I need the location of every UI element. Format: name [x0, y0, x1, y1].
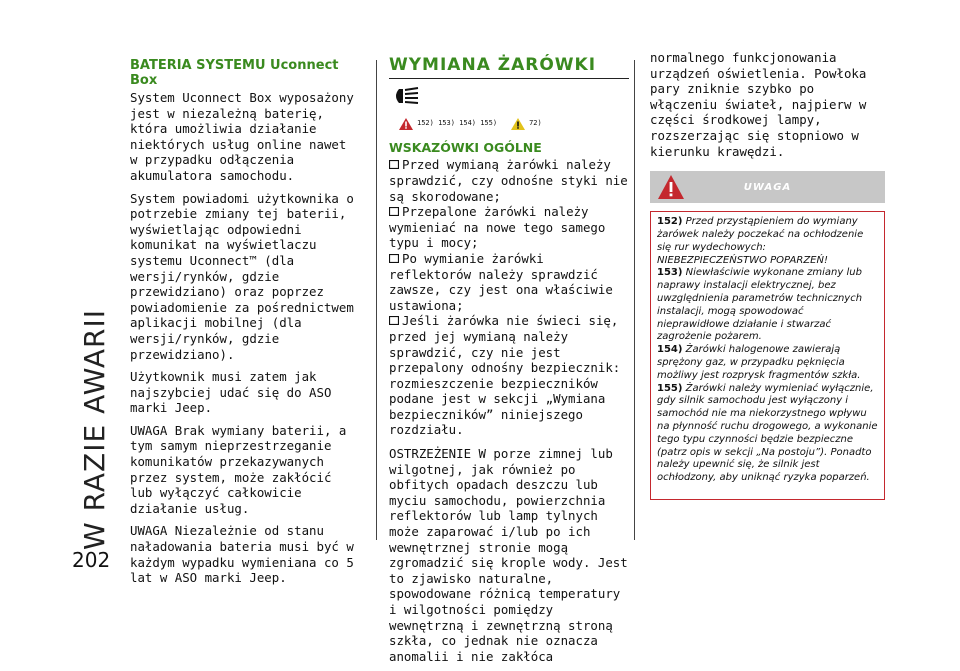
- checkbox-bullet-icon: [389, 157, 402, 173]
- warning-item: 154) Żarówki halogenowe zawierają sprężony gaz, w przypadku pęknięcia możliwy jest rozprysk fragmentów szkła.: [657, 344, 861, 381]
- chapter-title: [78, 40, 112, 550]
- reference-row: [399, 116, 629, 132]
- checkbox-bullet-icon: [389, 251, 402, 267]
- list-item: Po wymianie żarówki reflektorów należy sprawdzić zawsze, czy jest ona właściwie ustawiona;: [389, 250, 613, 313]
- checkbox-bullet-icon: [389, 204, 402, 220]
- lamp-icon: [391, 85, 629, 111]
- subsection-heading: WSKAZÓWKI OGÓLNE: [389, 139, 542, 155]
- paragraph: System powiadomi użytkownika o potrzebie zmiany tej baterii, wyświetlając odpowiedni komunikat na wyświetlaczu systemu Uconnect™ (dla wersji/rynków, gdzie przewidziano) oraz poprzez powiadomienie za pośrednictwem aplikacji mobilnej (dla wersji/rynków, gdzie przewidziano).: [130, 190, 354, 362]
- warning-item: 152) Przed przystąpieniem do wymiany żarówek należy poczekać na ochłodzenie się rur wydechowych: NIEBEZPIECZEŃSTWO POPARZEŃ!: [657, 216, 864, 266]
- list-item: Przed wymianą żarówki należy sprawdzić, czy odnośne styki nie są skorodowane;: [389, 157, 628, 204]
- warning-triangle-icon: [399, 118, 413, 130]
- paragraph: UWAGA Niezależnie od stanu naładowania bateria musi być w każdym wypadku wymieniana co 5 lat w ASO marki Jeep.: [130, 523, 354, 586]
- bulb-replacement-section: [389, 55, 629, 671]
- paragraph: normalnego funkcjonowania urządzeń oświetlenia. Powłoka pary zniknie szybko po włączeniu świateł, najpierw w części środkowej lampy, rozszerzając się stopniowo w kierunku krawędzi.: [650, 50, 867, 159]
- warning-title: UWAGA: [743, 182, 792, 194]
- warning-item: 153) Niewłaściwie wykonane zmiany lub naprawy instalacji elektrycznej, bez uwzględnienia parametrów technicznych instalacji, mogą spowodować nieprawidłowe działanie i stwarzać zagrożenie pożarem.: [657, 267, 863, 343]
- list-item: Jeśli żarówka nie świeci się, przed jej wymianą należy sprawdzić, czy nie jest przepalony odnośny bezpiecznik: rozmieszczenie bezpieczników podane jest w sekcji „Wymiana bezpieczników” niniejszego rozdziału.: [389, 313, 621, 438]
- section-heading: WYMIANA ŻARÓWKI: [389, 58, 629, 79]
- chapter-title-text: W RAZIE AWARII: [78, 309, 111, 550]
- warning-banner: [650, 171, 885, 203]
- list-item: Przepalone żarówki należy wymieniać na nowe tego samego typu i mocy;: [389, 204, 606, 251]
- column-divider: [376, 60, 377, 540]
- checkbox-bullet-icon: [389, 313, 402, 329]
- paragraph: Użytkownik musi zatem jak najszybciej udać się do ASO marki Jeep.: [130, 369, 332, 416]
- page-number: 202: [72, 548, 111, 572]
- paragraph: System Uconnect Box wyposażony jest w niezależną baterię, która umożliwia działanie niektórych usług online nawet w przypadku odłączenia akumulatora samochodu.: [130, 90, 354, 183]
- paragraph: OSTRZEŻENIE W porze zimnej lub wilgotnej, jak również po obfitych opadach deszczu lub myciu samochodu, powierzchnia reflektorów lub lamp tylnych może zaparować i/lub po ich wewnętrznej stronie mogą zgromadzić się krople wody. Jest to zjawisko naturalne, spowodowane różnicą temperatury i wilgotności pomiędzy wewnętrzną i zewnętrzną stroną szkła, co jednak nie oznacza anomalii i nie zakłóca: [389, 446, 628, 664]
- caution-refs: 72): [529, 119, 542, 128]
- warning-item: 155) Żarówki należy wymieniać wyłącznie, gdy silnik samochodu jest wyłączony i samochód nie ma niekorzystnego wpływu na płynność ruchu drogowego, a wykonanie tego typu czynności będzie bezpieczne (patrz opis w sekcji „Na postoju”). Ponadto należy upewnić się, że silnik jest ochłodzony, aby uniknąć ryzyka poparzeń.: [657, 382, 878, 484]
- continuation-column: [650, 50, 885, 500]
- paragraph: UWAGA Brak wymiany baterii, a tym samym nieprzestrzeganie komunikatów przekazywanych przez system, może zakłócić lub wyłączyć całkowicie działanie usług.: [130, 422, 347, 516]
- warning-list: [650, 211, 885, 500]
- caution-triangle-icon: [511, 118, 525, 130]
- battery-section: [130, 58, 360, 593]
- warning-refs: 152) 153) 154) 155): [417, 119, 498, 128]
- warning-box: [650, 171, 885, 500]
- section-heading: BATERIA SYSTEMU Uconnect Box: [130, 58, 339, 88]
- column-divider: [634, 60, 635, 540]
